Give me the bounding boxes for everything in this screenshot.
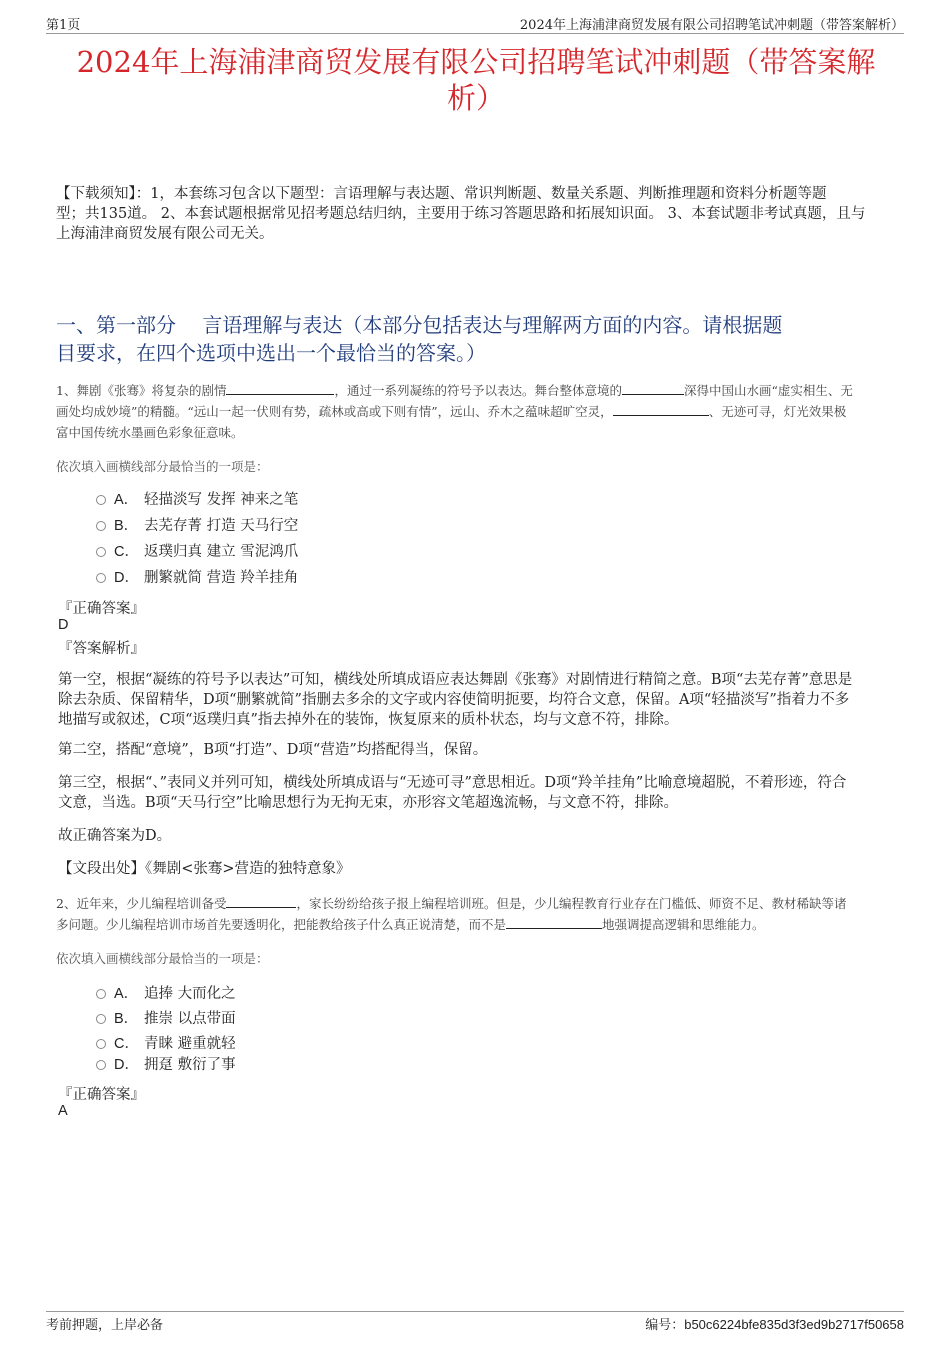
question-2-option-b[interactable]: B． 推崇 以点带面 [96,1009,236,1029]
document-code: 编号：b50c6224bfe835d3f3ed9b2717f50658 [645,1317,904,1333]
analysis-paragraph-2: 第二空，搭配“意境”，B项“打造”、D项“营造”均搭配得当，保留。 [58,742,488,758]
radio-icon[interactable] [96,1039,106,1049]
notice-line: 【下载须知】：1，本套练习包含以下题型：言语理解与表达题、常识判断题、数量关系题、判断推理题和资料分析题等题 [56,186,827,202]
download-notice [56,184,896,244]
analysis-conclusion: 故正确答案为D。 [58,828,172,844]
notice-line: 型；共135道。 2、本套试题根据常见招考题总结归纳，主要用于练习答题思路和拓展知识面。 3、本套试题非考试真题，且与 [56,206,866,222]
analysis-paragraph-1: 第一空，根据“凝练的符号予以表达”可知，横线处所填成语应表达舞剧《张骞》对剧情进行精简之意。B项“去芜存菁”意思是 除去杂质、保留精华，D项“删繁就简”指删去多余的文字或内容使简明扼要，均符合文意，保留。A项“轻描淡写”指着力不多 地描写或叙述，C项“返璞归真”指去掉外在的装饰，恢复原来的质朴状态，均与文意不符，排除。 [58,672,853,728]
section-heading-line: 一、第一部分 言语理解与表达（本部分包括表达与理解两方面的内容。请根据题 [56,313,783,337]
correct-answer-value: D [58,617,69,633]
radio-icon[interactable] [96,521,106,531]
radio-icon[interactable] [96,547,106,557]
question-1-option-b[interactable]: B． 去芜存菁 打造 天马行空 [96,516,298,536]
header-rule [46,33,904,34]
title-line-1: 2024年上海浦津商贸发展有限公司招聘笔试冲刺题（带答案解 [76,45,876,79]
page-number: 第1页 [46,18,81,33]
question-1-option-a[interactable]: A． 轻描淡写 发挥 神来之笔 [96,490,298,510]
blank-line [226,382,334,395]
question-1-prompt: 依次填入画横线部分最恰当的一项是： [56,459,269,474]
question-2-option-d[interactable]: D． 拥趸 敷衍了事 [96,1055,236,1075]
blank-line [506,916,602,929]
radio-icon[interactable] [96,495,106,505]
footer-rule [46,1311,904,1312]
question-1-text: 1、舞剧《张骞》将复杂的剧情 ，通过一系列凝练的符号予以表达。舞台整体意境的 深得中国山水画“虚实相生、无 画处均成妙境”的精髓。“远山一起一伏则有势，疏林或高或下则有情”，远山、乔木之蕴味超旷空灵， 、无迹可寻，灯光效果极 富中国传统水墨画色彩象征意味。 [56,383,853,440]
radio-icon[interactable] [96,573,106,583]
radio-icon[interactable] [96,1060,106,1070]
blank-line [622,382,684,395]
radio-icon[interactable] [96,989,106,999]
question-1-option-c[interactable]: C． 返璞归真 建立 雪泥鸿爪 [96,542,298,562]
question-1-option-d[interactable]: D． 删繁就简 营造 羚羊挂角 [96,568,298,588]
document-title [56,44,896,116]
analysis-paragraph-3: 第三空，根据“、”表同义并列可知，横线处所填成语与“无迹可寻”意思相近。D项“羚羊挂角”比喻意境超脱，不着形迹，符合 文意，当选。B项“天马行空”比喻思想行为无拘无束，亦形容文笔超逸流畅，与文意不符，排除。 [58,775,847,811]
question-2-option-c[interactable]: C． 青睐 避重就轻 [96,1034,236,1054]
question-2-option-a[interactable]: A． 追捧 大而化之 [96,984,236,1004]
correct-answer-value: A [58,1103,68,1119]
question-2-prompt: 依次填入画横线部分最恰当的一项是： [56,951,269,966]
notice-line: 上海浦津商贸发展有限公司无关。 [56,226,274,242]
analysis-label: 『答案解析』 [58,641,145,657]
passage-source: 【文段出处】《舞剧<张骞>营造的独特意象》 [58,861,351,877]
radio-icon[interactable] [96,1014,106,1024]
correct-answer-label: 『正确答案』 [58,601,145,617]
section-heading-line: 目要求，在四个选项中选出一个最恰当的答案。） [56,341,486,365]
question-2-text: 2、近年来，少儿编程培训备受 ，家长纷纷给孩子报上编程培训班。但是，少儿编程教育行业存在门槛低、师资不足、教材稀缺等诸 多问题。少儿编程培训市场首先要透明化，把能教给孩子什么真正说清楚，而不是 地强调提高逻辑和思维能力。 [56,896,847,932]
correct-answer-label: 『正确答案』 [58,1087,145,1103]
section-heading [56,311,896,367]
blank-line [613,403,709,416]
footer-slogan: 考前押题，上岸必备 [46,1318,164,1333]
title-line-2: 析） [446,81,505,115]
running-header-title: 2024年上海浦津商贸发展有限公司招聘笔试冲刺题（带答案解析） [519,18,904,33]
blank-line [226,895,296,908]
